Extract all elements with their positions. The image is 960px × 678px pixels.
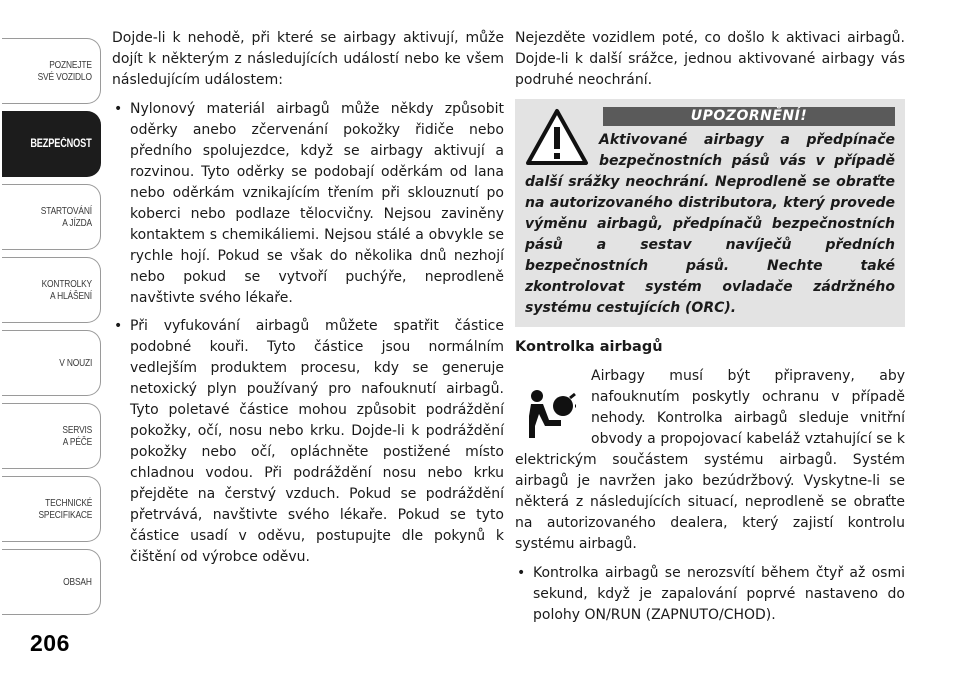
list-item: • Kontrolka airbagů se nerozsvítí během čtyř až osmi sekund, když je zapalování poprvé nastaveno do polohy ON/RUN (ZAPNUTO/CHOD). (515, 563, 905, 626)
warning-box (515, 99, 905, 327)
warning-triangle-icon (525, 107, 589, 167)
tab-starting-driving[interactable] (2, 184, 101, 250)
tab-label: STARTOVÁNÍ A JÍZDA (40, 205, 92, 229)
tab-label: TECHNICKÉ SPECIFIKACE (38, 497, 92, 521)
right-column (515, 28, 905, 633)
airbag-paragraph: Airbagy musí být připraveny, aby nafouknutím poskytly ochranu v případě nehody. Kontrolka airbagů sleduje vnitřní obvody a propojovací kabeláž vztahující se k elektrickým součástem systému airbagů. Systém airbagů je navržen jako bezúdržbový. Vyskytne-li se některá z následujících situací, neprodleně se obraťte na autorizovaného dealera, který zajistí kontrolu systému airbagů. (515, 368, 905, 552)
tab-label: V NOUZI (59, 357, 92, 369)
tab-emergency[interactable] (2, 330, 101, 396)
airbag-section (515, 366, 905, 563)
tab-label: SERVIS A PÉČE (62, 424, 92, 448)
tab-know-your-vehicle[interactable] (2, 38, 101, 104)
tab-label: KONTROLKY A HLÁŠENÍ (41, 278, 92, 302)
airbag-warning-icon (523, 386, 577, 442)
page-number: 206 (30, 630, 70, 656)
warning-text: Aktivované airbagy a předpínače bezpečnostních pásů vás v případě další srážky neochrání. Neprodleně se obraťte na autorizovaného distributora, který provede výměnu airbagů, předpínačů bezpečnostních pásů a sestav navíječů předních bezpečnostních pásů. Nechte také zkontrolovat systém ovladače zádržného systému cestujících (ORC). (525, 132, 895, 316)
tab-label: OBSAH (63, 576, 92, 588)
tab-label: POZNEJTE SVÉ VOZIDLO (37, 59, 92, 83)
chapter-sidebar (0, 0, 104, 678)
list-item: • Při vyfukování airbagů můžete spatřit částice podobné kouři. Tyto částice jsou normálním vedlejším produktem procesu, kdy se generuje netoxický plyn používaný pro nafouknutí airbagů. Tyto poletavé částice mohou způsobit podráždění pokožky, očí, nosu nebo krku. Dojde-li k podráždění pokožky nebo očí, opláchněte postižené místo chladnou vodou. Při podráždění nosu nebo krku přejděte na čerstvý vzduch. Pokud se podráždění přetrvává, navštivte svého lékaře. Pokud se tyto částice usadí v oděvu, postupujte dle pokynů k čištění od výrobce oděvu. (112, 316, 504, 568)
warning-title: UPOZORNĚNÍ! (603, 107, 895, 126)
tab-service[interactable] (2, 403, 101, 469)
consequences-list (112, 99, 504, 568)
tab-indicators[interactable] (2, 257, 101, 323)
tab-safety[interactable] (2, 111, 101, 177)
intro-paragraph: Dojde-li k nehodě, při které se airbagy aktivují, může dojít k některým z následujících událostí nebo ke všem následujícím událostem: (112, 30, 504, 88)
intro-paragraph: Nejezděte vozidlem poté, co došlo k aktivaci airbagů. Dojde-li k další srážce, jednou aktivované airbagy vás podruhé neochrání. (515, 30, 905, 88)
list-item: • Nylonový materiál airbagů může někdy způsobit oděrky anebo zčervenání pokožky řidiče nebo předního spolujezdce, když se airbagy aktivují a rozvinou. Tyto oděrky se podobají oděrkám od lana nebo oděrkám vznikajícím třením při sklouznutí po koberci nebo podlaze tělocvičny. Nejsou zaviněny kontaktem s chemikáliemi. Nejsou stálé a obvykle se rychle hojí. Pokud se však do několika dnů nezhojí nebo pokud se vytvoří puchýře, neprodleně navštivte svého lékaře. (112, 99, 504, 309)
tab-contents[interactable] (2, 549, 101, 615)
tab-label: BEZPEČNOST (30, 138, 92, 150)
airbag-conditions-list (515, 563, 905, 626)
section-heading: Kontrolka airbagů (515, 339, 663, 355)
tab-specifications[interactable] (2, 476, 101, 542)
left-column (112, 28, 504, 575)
